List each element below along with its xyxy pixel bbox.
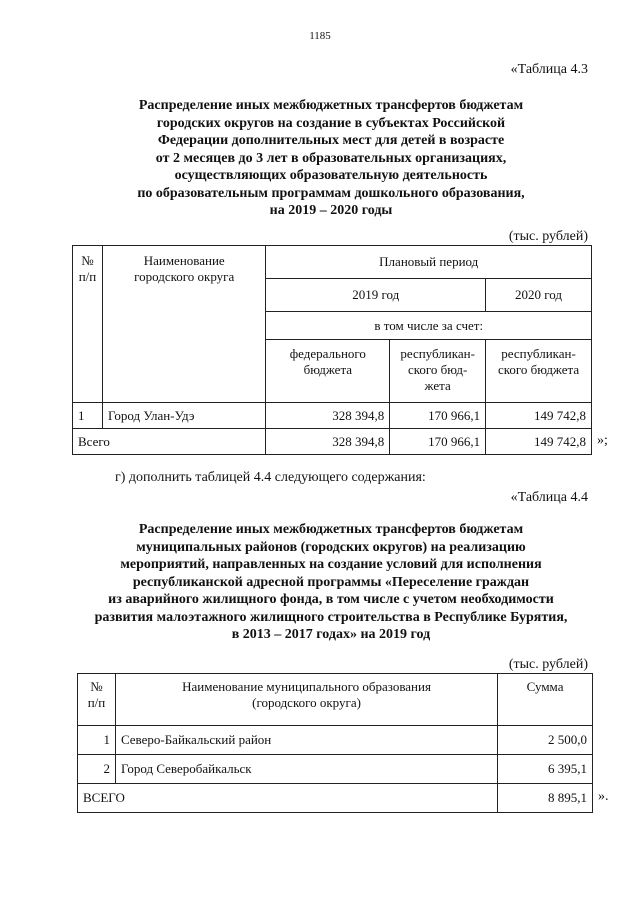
table-total-row (73, 429, 592, 455)
row-federal: 328 394,8 (266, 403, 390, 429)
total-republic-2020: 149 742,8 (486, 429, 592, 455)
header-republic-2020: республикан- ского бюджета (486, 340, 592, 403)
heading-line: от 2 месяцев до 3 лет в образовательных организациях, (155, 150, 507, 166)
header-name: Наименование городского округа (102, 246, 266, 403)
row-num: 1 (78, 726, 116, 755)
row-republic-2020: 149 742,8 (486, 403, 592, 429)
heading-line: Распределение иных межбюджетных трансфертов бюджетам (138, 98, 524, 113)
heading-line: по образовательным программам дошкольного образования, (137, 185, 525, 201)
header-year-2019: 2019 год (266, 279, 486, 312)
table-4-4-closing: ». (598, 789, 609, 804)
row-num: 1 (73, 403, 103, 429)
total-label: ВСЕГО (78, 784, 498, 813)
header-name: Наименование муниципального образования (городского округа) (115, 674, 497, 726)
table-4-4 (77, 673, 593, 813)
heading-line: на 2019 – 2020 годы (269, 203, 393, 218)
table-row (78, 755, 593, 784)
heading-line: осуществляющих образовательную деятельность (174, 168, 488, 183)
heading-line: Распределение иных межбюджетных трансфертов бюджетам (138, 522, 524, 537)
table-4-3-heading (72, 97, 590, 220)
row-num: 2 (78, 755, 116, 784)
heading-line: в 2013 – 2017 годах» на 2019 год (231, 627, 431, 642)
row-name: Город Северобайкальск (115, 755, 497, 784)
table-4-3-units: (тыс. рублей) (508, 229, 588, 244)
table-row (73, 403, 592, 429)
table-4-3 (72, 245, 592, 455)
heading-line: Федерации дополнительных мест для детей в возрасте (157, 133, 505, 148)
header-num: № п/п (73, 246, 103, 403)
header-period: Плановый период (266, 246, 592, 279)
header-including: в том числе за счет: (266, 312, 592, 340)
row-sum: 2 500,0 (498, 726, 593, 755)
table-4-4-units: (тыс. рублей) (508, 657, 588, 672)
heading-line: из аварийного жилищного фонда, в том числе с учетом необходимости (108, 592, 554, 607)
table-row (78, 726, 593, 755)
total-label: Всего (73, 429, 266, 455)
header-sum: Сумма (498, 674, 593, 726)
table-4-4-label: «Таблица 4.4 (510, 490, 588, 505)
row-sum: 6 395,1 (498, 755, 593, 784)
heading-line: городских округов на создание в субъектах Российской (156, 115, 506, 131)
heading-line: мероприятий, направленных на создание условий для исполнения (120, 557, 542, 572)
row-name: Северо-Байкальский район (115, 726, 497, 755)
row-name: Город Улан-Удэ (102, 403, 266, 429)
table-total-row (78, 784, 593, 813)
header-republic-2019: республикан- ского бюд- жета (390, 340, 486, 403)
total-sum: 8 895,1 (498, 784, 593, 813)
header-federal: федерального бюджета (266, 340, 390, 403)
table-4-3-closing: »; (597, 433, 608, 448)
amendment-paragraph: г) дополнить таблицей 4.4 следующего содержания: (115, 470, 426, 485)
total-republic-2019: 170 966,1 (390, 429, 486, 455)
table-4-3-label: «Таблица 4.3 (510, 62, 588, 77)
heading-line: республиканской адресной программы «Переселение граждан (132, 574, 530, 590)
total-federal: 328 394,8 (266, 429, 390, 455)
row-republic-2019: 170 966,1 (390, 403, 486, 429)
heading-line: муниципальных районов (городских округов) на реализацию (136, 539, 526, 555)
page-number: 1185 (309, 30, 331, 42)
table-4-4-heading (72, 521, 590, 644)
header-num: № п/п (78, 674, 116, 726)
heading-line: развития малоэтажного жилищного строительства в Республике Бурятия, (94, 609, 568, 625)
header-year-2020: 2020 год (486, 279, 592, 312)
